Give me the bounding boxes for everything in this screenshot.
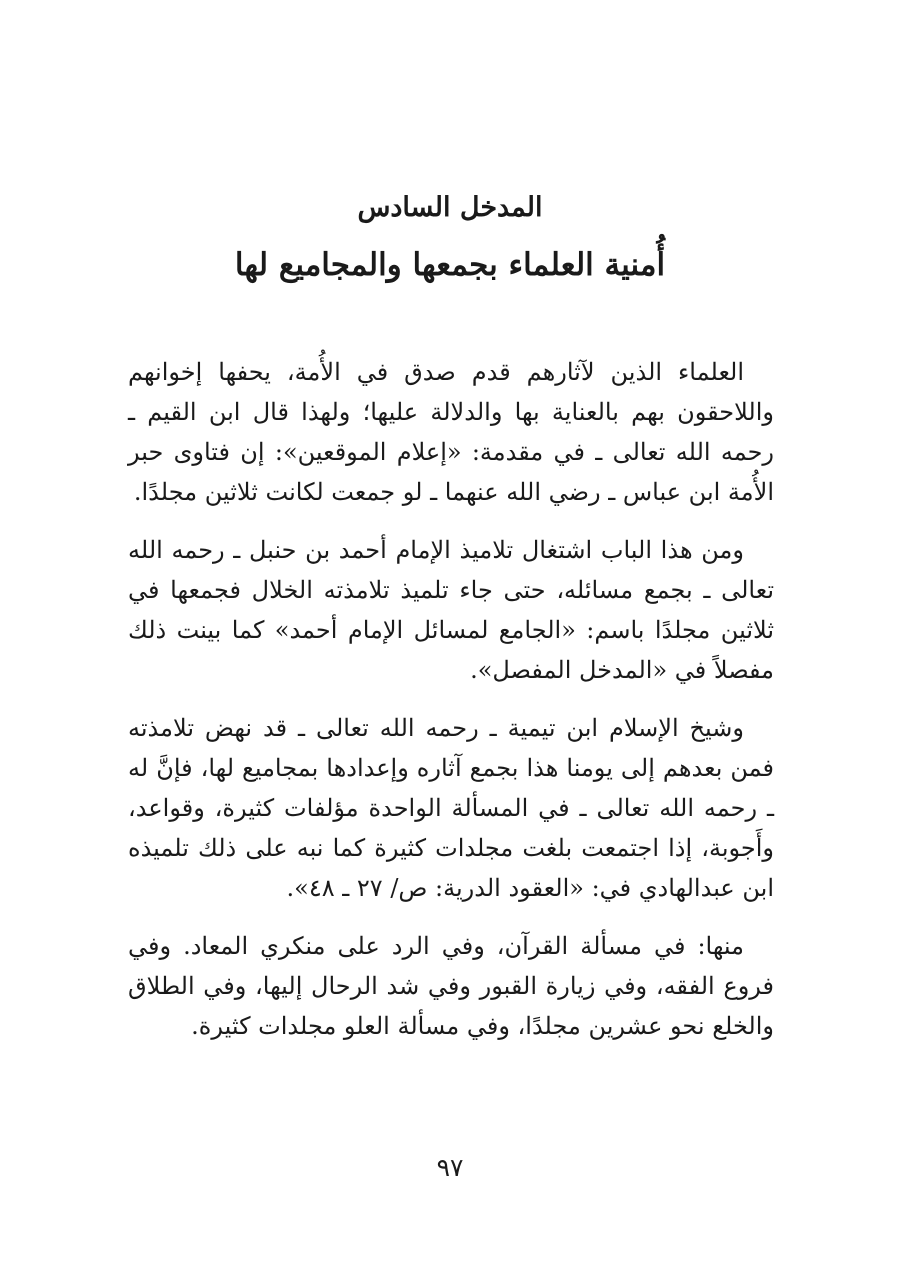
body-text [128, 352, 774, 1064]
paragraph: ومن هذا الباب اشتغال تلاميذ الإمام أحمد بن حنبل ـ رحمه الله تعالى ـ بجمع مسائله، حتى جاء تلميذ تلامذته الخلال فجمعها في ثلاثين مجلدًا باسم: «الجامع لمسائل الإمام أحمد» كما بينت ذلك مفصلاً في «المدخل المفصل». [128, 536, 775, 684]
section-title: المدخل السادس [357, 192, 543, 223]
paragraph: العلماء الذين لآثارهم قدم صدق في الأُمة، يحفها إخوانهم واللاحقون بهم بالعناية بها والدلالة عليها؛ ولهذا قال ابن القيم ـ رحمه الله تعالى ـ في مقدمة: «إعلام الموقعين»: إن فتاوى حبر الأُمة ابن عباس ـ رضي الله عنهما ـ لو جمعت لكانت ثلاثين مجلدًا. [128, 358, 774, 506]
paragraph: منها: في مسألة القرآن، وفي الرد على منكري المعاد. وفي فروع الفقه، وفي زيارة القبور وفي شد الرحال إليها، وفي الطلاق والخلع نحو عشرين مجلدًا، وفي مسألة العلو مجلدات كثيرة. [128, 932, 774, 1040]
page-number: ٩٧ [436, 1153, 464, 1182]
chapter-title: أُمنية العلماء بجمعها والمجاميع لها [234, 247, 666, 283]
paragraph: وشيخ الإسلام ابن تيمية ـ رحمه الله تعالى ـ قد نهض تلامذته فمن بعدهم إلى يومنا هذا بجمع آثاره وإعدادها بمجاميع لها، فإنَّ له ـ رحمه الله تعالى ـ في المسألة الواحدة مؤلفات كثيرة، وقواعد، وأَجوبة، إذا اجتمعت بلغت مجلدات كثيرة كما نبه على ذلك تلميذه ابن عبدالهادي في: «العقود الدرية: ص/ ٢٧ ـ ٤٨». [128, 714, 774, 902]
